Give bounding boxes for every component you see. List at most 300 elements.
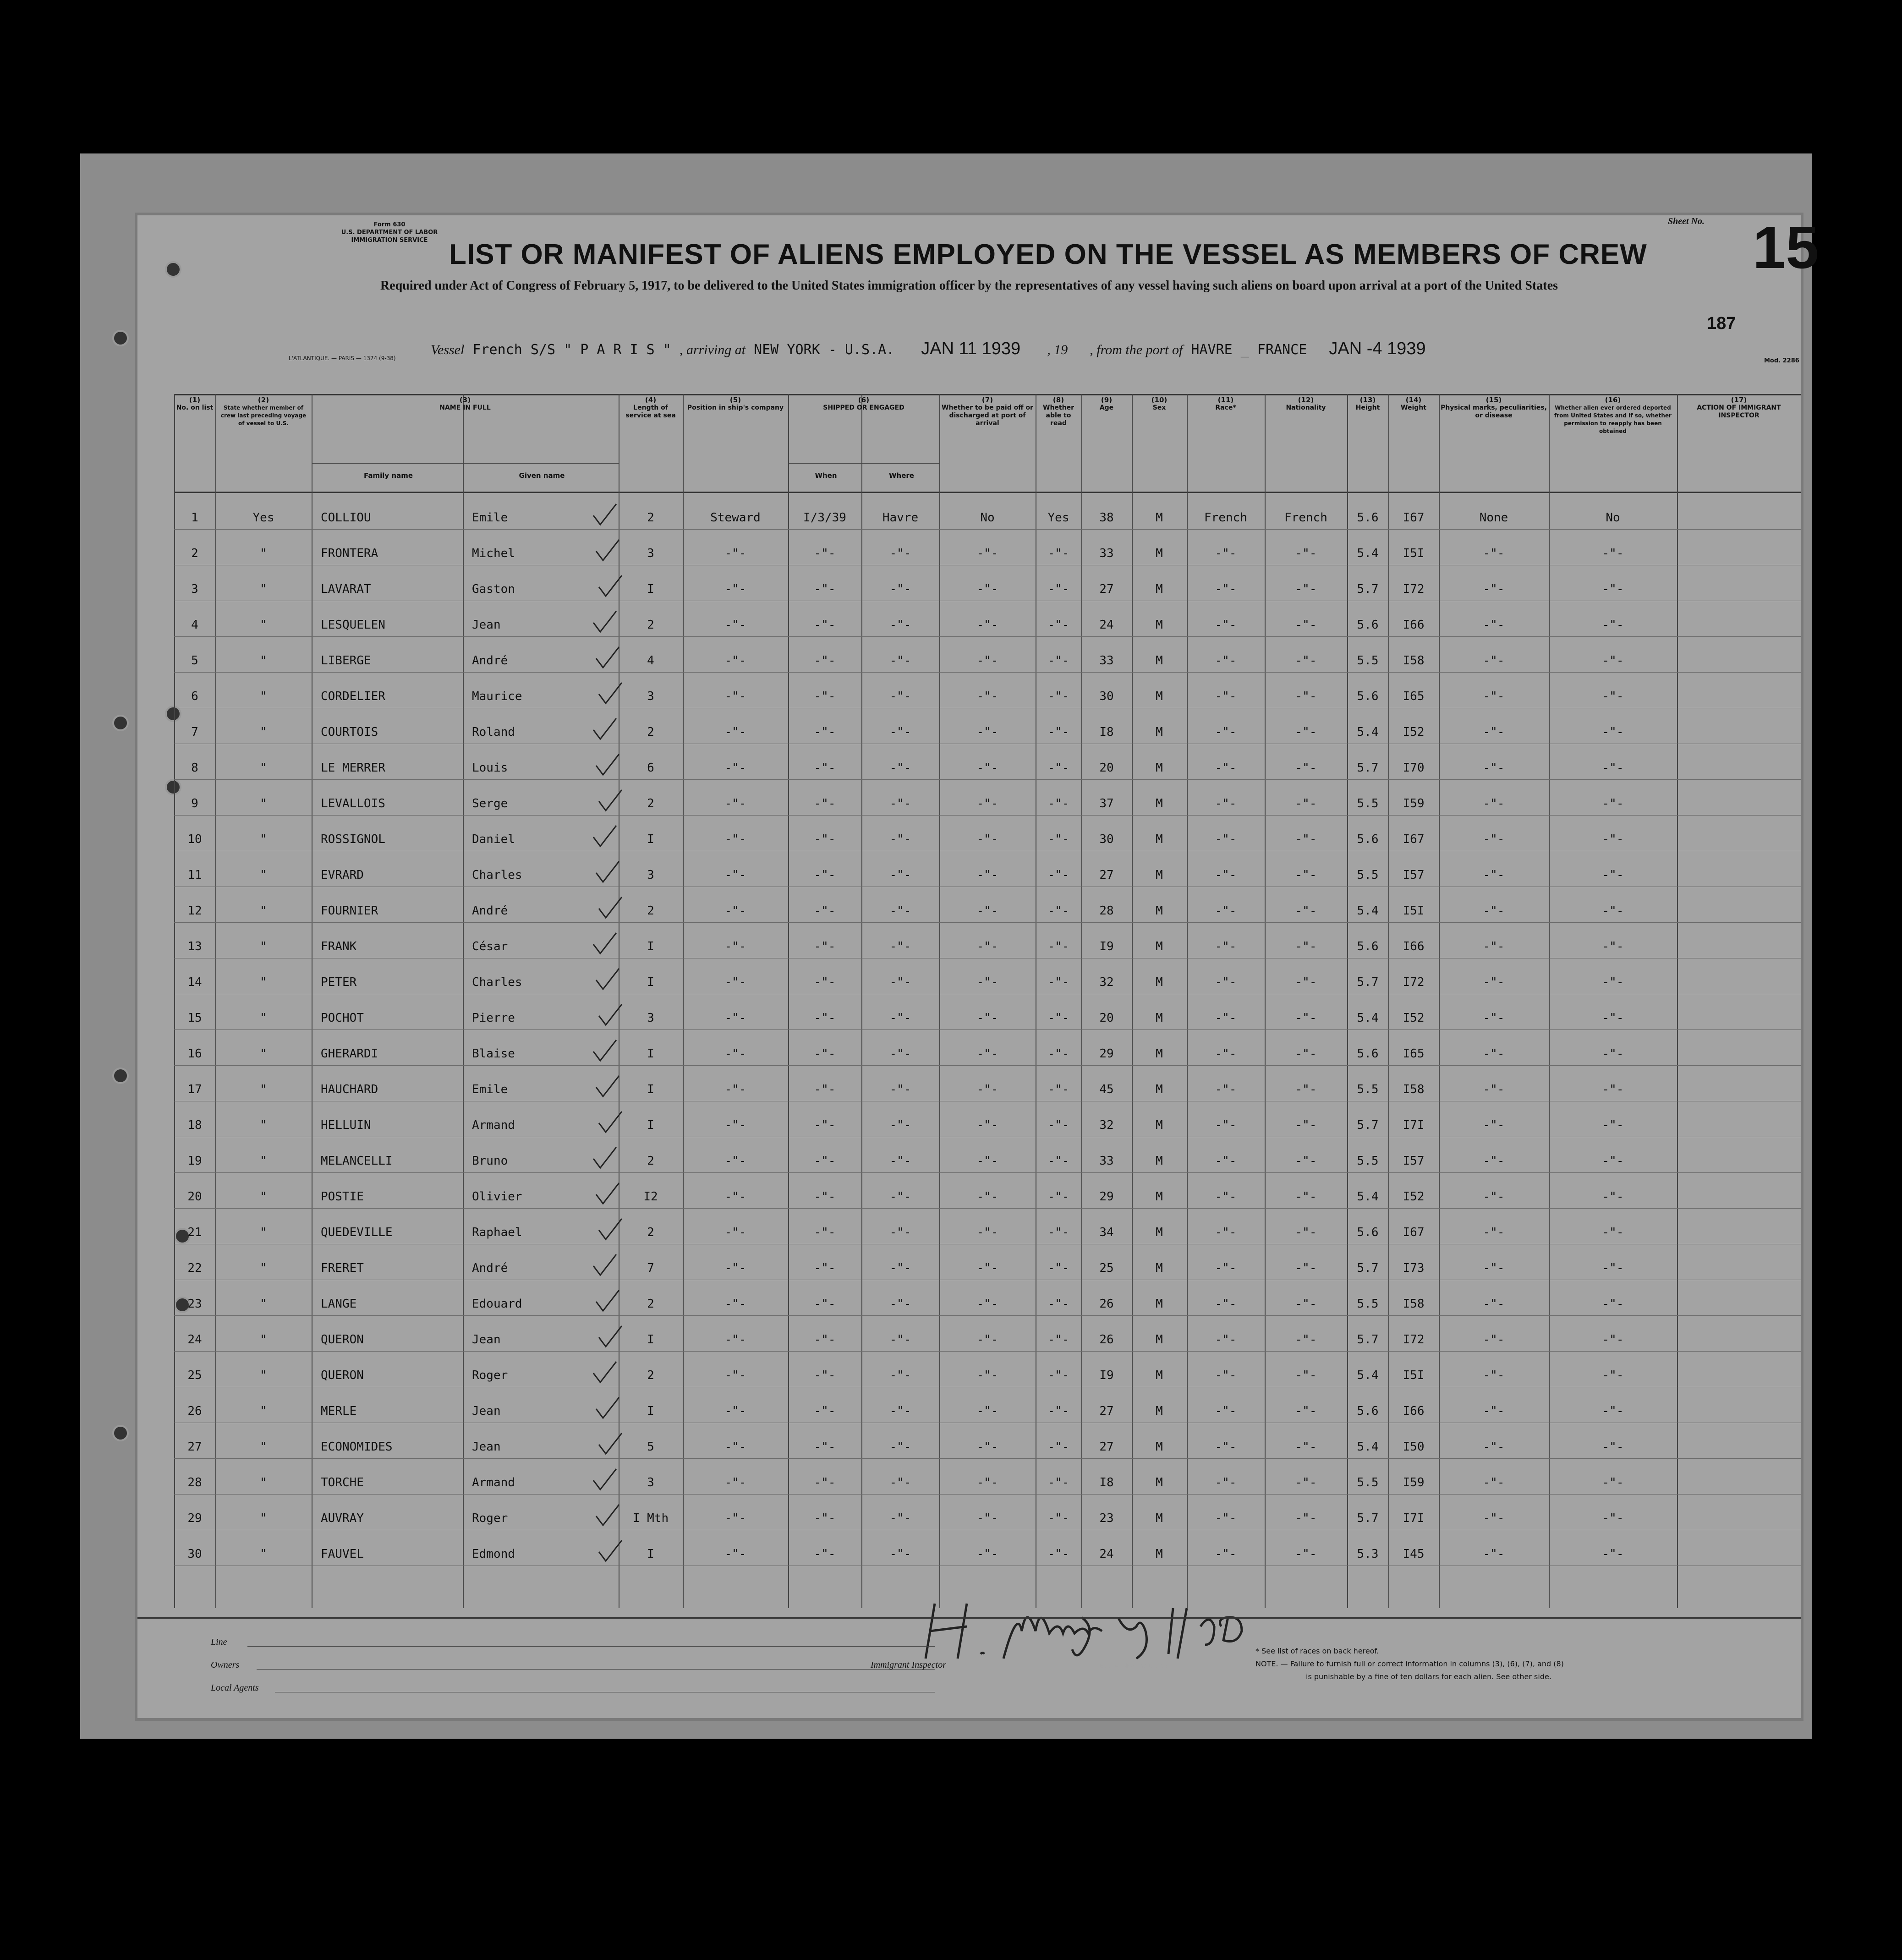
column-label: Race* <box>1215 404 1236 411</box>
column-label: Length of service at sea <box>625 404 676 419</box>
cell-deported: -"- <box>1602 1297 1624 1311</box>
cell-sex: M <box>1156 1440 1163 1454</box>
cell-paid: -"- <box>976 797 998 810</box>
cell-height: 5.5 <box>1357 1083 1379 1096</box>
cell-service: 2 <box>647 904 654 918</box>
cell-weight: I50 <box>1403 1440 1425 1454</box>
cell-position: -"- <box>724 940 746 953</box>
punch-hole <box>165 779 181 795</box>
cell-family: EVRARD <box>321 868 364 882</box>
form-id-line: IMMIGRATION SERVICE <box>351 237 428 244</box>
cell-sex: M <box>1156 868 1163 882</box>
cell-paid: -"- <box>976 1047 998 1061</box>
check-mark <box>597 680 624 708</box>
check-mark <box>597 1324 624 1351</box>
cell-read: -"- <box>1047 582 1069 596</box>
cell-service: 3 <box>647 1011 654 1025</box>
column-header <box>1187 396 1265 412</box>
cell-age: 30 <box>1099 832 1114 846</box>
cell-age: 27 <box>1099 1404 1114 1418</box>
subtitle: Required under Act of Congress of February 5, 1917, to be delivered to the United States immigration officer by the representatives of any vessel having such aliens on board upon arrival at a port of the United States <box>380 279 1558 293</box>
cell-age: 25 <box>1099 1261 1114 1275</box>
cell-age: 29 <box>1099 1047 1114 1061</box>
cell-prev: " <box>260 547 267 560</box>
cell-deported: -"- <box>1602 654 1624 668</box>
column-header <box>619 396 683 420</box>
cell-prev: " <box>260 1404 267 1418</box>
cell-position: -"- <box>724 1047 746 1061</box>
check-mark <box>591 1252 619 1280</box>
cell-prev: " <box>260 1083 267 1096</box>
cell-marks: -"- <box>1483 654 1505 668</box>
cell-race: -"- <box>1215 868 1237 882</box>
cell-prev: " <box>260 904 267 918</box>
cell-family: FRONTERA <box>321 547 378 560</box>
cell-deported: -"- <box>1602 1154 1624 1168</box>
column-number: (5) <box>729 396 741 404</box>
cell-no: 25 <box>187 1369 202 1382</box>
cell-weight: I5I <box>1403 904 1425 918</box>
cell-nat: -"- <box>1295 1226 1317 1239</box>
cell-age: 45 <box>1099 1083 1114 1096</box>
cell-read: -"- <box>1047 1154 1069 1168</box>
cell-sex: M <box>1156 832 1163 846</box>
cell-marks: -"- <box>1483 1547 1505 1561</box>
cell-read: -"- <box>1047 1440 1069 1454</box>
cell-weight: I65 <box>1403 1047 1425 1061</box>
cell-age: 38 <box>1099 511 1114 525</box>
check-mark <box>594 859 621 887</box>
cell-marks: -"- <box>1483 1511 1505 1525</box>
cell-family: PETER <box>321 975 357 989</box>
cell-paid: -"- <box>976 547 998 560</box>
check-mark <box>591 1038 619 1065</box>
cell-read: -"- <box>1047 1369 1069 1382</box>
column-label: Position in ship's company <box>687 404 784 411</box>
cell-paid: -"- <box>976 654 998 668</box>
cell-paid: -"- <box>976 940 998 953</box>
cell-age: 24 <box>1099 1547 1114 1561</box>
cell-family: FAUVEL <box>321 1547 364 1561</box>
cell-family: COURTOIS <box>321 725 378 739</box>
cell-when: -"- <box>814 1333 836 1347</box>
cell-height: 5.7 <box>1357 1333 1379 1347</box>
cell-marks: -"- <box>1483 1440 1505 1454</box>
cell-position: Steward <box>710 511 761 525</box>
cell-sex: M <box>1156 904 1163 918</box>
cell-height: 5.7 <box>1357 1118 1379 1132</box>
cell-service: I <box>647 1404 654 1418</box>
cell-given: Gaston <box>472 582 515 596</box>
cell-no: 13 <box>187 940 202 953</box>
cell-given: Serge <box>472 797 508 810</box>
cell-family: FRERET <box>321 1261 364 1275</box>
cell-marks: -"- <box>1483 975 1505 989</box>
punch-hole <box>112 1068 129 1084</box>
cell-given: Raphael <box>472 1226 522 1239</box>
cell-position: -"- <box>724 1440 746 1454</box>
cell-height: 5.7 <box>1357 1261 1379 1275</box>
cell-when: -"- <box>814 1547 836 1561</box>
cell-service: I <box>647 1333 654 1347</box>
cell-no: 21 <box>187 1226 202 1239</box>
cell-family: FRANK <box>321 940 357 953</box>
cell-sex: M <box>1156 725 1163 739</box>
row-rule <box>174 1208 1801 1209</box>
cell-race: -"- <box>1215 1440 1237 1454</box>
cell-weight: I5I <box>1403 1369 1425 1382</box>
cell-deported: -"- <box>1602 690 1624 703</box>
cell-age: 29 <box>1099 1190 1114 1204</box>
cell-no: 1 <box>191 511 198 525</box>
row-rule <box>174 1065 1801 1066</box>
cell-nat: -"- <box>1295 975 1317 989</box>
cell-marks: -"- <box>1483 690 1505 703</box>
cell-marks: -"- <box>1483 1047 1505 1061</box>
cell-service: 2 <box>647 1369 654 1382</box>
cell-service: 2 <box>647 1154 654 1168</box>
cell-given: André <box>472 904 508 918</box>
cell-race: -"- <box>1215 654 1237 668</box>
cell-paid: -"- <box>976 618 998 632</box>
cell-height: 5.4 <box>1357 1369 1379 1382</box>
cell-height: 5.7 <box>1357 761 1379 775</box>
cell-read: -"- <box>1047 1226 1069 1239</box>
cell-when: -"- <box>814 904 836 918</box>
punch-hole <box>112 1425 129 1441</box>
cell-deported: -"- <box>1602 1011 1624 1025</box>
cell-where: -"- <box>889 1333 911 1347</box>
cell-sex: M <box>1156 1547 1163 1561</box>
cell-age: 20 <box>1099 761 1114 775</box>
cell-age: 34 <box>1099 1226 1114 1239</box>
cell-paid: -"- <box>976 1083 998 1096</box>
cell-service: I2 <box>643 1190 658 1204</box>
column-label: Age <box>1099 404 1114 411</box>
cell-paid: -"- <box>976 1511 998 1525</box>
cell-prev: " <box>260 832 267 846</box>
cell-where: -"- <box>889 1261 911 1275</box>
column-subheader: Family name <box>363 471 413 480</box>
cell-given: Jean <box>472 1440 501 1454</box>
row-rule <box>174 1351 1801 1352</box>
cell-deported: -"- <box>1602 1261 1624 1275</box>
cell-service: 2 <box>647 1226 654 1239</box>
cell-deported: -"- <box>1602 1333 1624 1347</box>
cell-race: -"- <box>1215 1226 1237 1239</box>
cell-position: -"- <box>724 1297 746 1311</box>
cell-where: Havre <box>882 511 919 525</box>
cell-service: 6 <box>647 761 654 775</box>
cell-no: 12 <box>187 904 202 918</box>
cell-paid: -"- <box>976 1369 998 1382</box>
cell-age: 20 <box>1099 1011 1114 1025</box>
cell-position: -"- <box>724 1333 746 1347</box>
cell-deported: -"- <box>1602 1190 1624 1204</box>
cell-weight: I66 <box>1403 1404 1425 1418</box>
cell-sex: M <box>1156 1154 1163 1168</box>
cell-race: -"- <box>1215 1333 1237 1347</box>
cell-where: -"- <box>889 868 911 882</box>
column-header <box>1036 396 1081 427</box>
immigrant-inspector-label: Immigrant Inspector <box>871 1660 946 1670</box>
column-rule <box>1677 394 1678 1608</box>
cell-given: Blaise <box>472 1047 515 1061</box>
cell-given: Daniel <box>472 832 515 846</box>
cell-height: 5.7 <box>1357 582 1379 596</box>
cell-sex: M <box>1156 1297 1163 1311</box>
cell-family: FOURNIER <box>321 904 378 918</box>
column-label: State whether member of crew last preceding voyage of vessel to U.S. <box>220 405 307 427</box>
cell-age: 24 <box>1099 618 1114 632</box>
column-header <box>1265 396 1347 412</box>
cell-deported: -"- <box>1602 1511 1624 1525</box>
column-rule <box>788 394 789 1608</box>
column-number: (2) <box>258 396 269 404</box>
cell-when: -"- <box>814 1261 836 1275</box>
cell-service: 2 <box>647 511 654 525</box>
cell-read: -"- <box>1047 725 1069 739</box>
cell-paid: -"- <box>976 1190 998 1204</box>
cell-weight: I58 <box>1403 1297 1425 1311</box>
cell-marks: -"- <box>1483 582 1505 596</box>
cell-family: GHERARDI <box>321 1047 378 1061</box>
printer-line: L'ATLANTIQUE. — PARIS — 1374 (9-38) <box>289 355 396 361</box>
cell-family: ROSSIGNOL <box>321 832 385 846</box>
cell-read: -"- <box>1047 690 1069 703</box>
cell-paid: -"- <box>976 904 998 918</box>
column-number: (13) <box>1359 396 1376 404</box>
cell-family: LAVARAT <box>321 582 371 596</box>
column-header <box>939 396 1036 427</box>
column-subheader: Where <box>889 471 914 480</box>
cell-paid: -"- <box>976 1154 998 1168</box>
cell-where: -"- <box>889 1047 911 1061</box>
cell-where: -"- <box>889 940 911 953</box>
cell-race: -"- <box>1215 1404 1237 1418</box>
cell-paid: -"- <box>976 1333 998 1347</box>
cell-where: -"- <box>889 1226 911 1239</box>
cell-given: César <box>472 940 508 953</box>
cell-sex: M <box>1156 582 1163 596</box>
cell-marks: -"- <box>1483 1404 1505 1418</box>
column-label: Whether able to read <box>1043 404 1074 427</box>
column-header <box>215 396 312 427</box>
cell-read: -"- <box>1047 832 1069 846</box>
cell-given: Armand <box>472 1476 515 1489</box>
cell-weight: I70 <box>1403 761 1425 775</box>
column-label: Whether to be paid off or discharged at port of arrival <box>942 404 1033 427</box>
cell-deported: -"- <box>1602 1547 1624 1561</box>
cell-sex: M <box>1156 618 1163 632</box>
cell-given: Jean <box>472 1404 501 1418</box>
column-rule <box>1081 394 1082 1608</box>
cell-weight: I67 <box>1403 511 1425 525</box>
cell-family: CORDELIER <box>321 690 385 703</box>
cell-nat: -"- <box>1295 1333 1317 1347</box>
cell-family: ECONOMIDES <box>321 1440 393 1454</box>
cell-age: 26 <box>1099 1333 1114 1347</box>
column-label: SHIPPED OR ENGAGED <box>823 404 904 411</box>
cell-race: -"- <box>1215 725 1237 739</box>
cell-race: -"- <box>1215 1118 1237 1132</box>
column-label: NAME IN FULL <box>439 404 491 411</box>
cell-nat: -"- <box>1295 654 1317 668</box>
cell-no: 23 <box>187 1297 202 1311</box>
cell-no: 22 <box>187 1261 202 1275</box>
cell-nat: -"- <box>1295 1083 1317 1096</box>
cell-age: I8 <box>1099 1476 1114 1489</box>
row-rule <box>174 636 1801 637</box>
cell-no: 3 <box>191 582 198 596</box>
cell-height: 5.4 <box>1357 725 1379 739</box>
cell-age: 23 <box>1099 1511 1114 1525</box>
note-line: NOTE. — Failure to furnish full or correct information in columns (3), (6), (7), and (8) <box>1255 1659 1564 1668</box>
cell-read: -"- <box>1047 1404 1069 1418</box>
column-header <box>1677 396 1801 420</box>
cell-sex: M <box>1156 1226 1163 1239</box>
cell-sex: M <box>1156 1047 1163 1061</box>
cell-weight: I5I <box>1403 547 1425 560</box>
cell-weight: I57 <box>1403 868 1425 882</box>
cell-sex: M <box>1156 761 1163 775</box>
cell-given: André <box>472 1261 508 1275</box>
cell-where: -"- <box>889 904 911 918</box>
cell-prev: " <box>260 940 267 953</box>
cell-height: 5.5 <box>1357 797 1379 810</box>
cell-deported: -"- <box>1602 832 1624 846</box>
column-rule <box>215 394 216 1608</box>
cell-prev: " <box>260 1154 267 1168</box>
cell-paid: -"- <box>976 690 998 703</box>
cell-when: -"- <box>814 1476 836 1489</box>
cell-weight: I57 <box>1403 1154 1425 1168</box>
cell-no: 26 <box>187 1404 202 1418</box>
cell-position: -"- <box>724 1404 746 1418</box>
cell-read: -"- <box>1047 1547 1069 1561</box>
cell-family: POCHOT <box>321 1011 364 1025</box>
cell-race: -"- <box>1215 1047 1237 1061</box>
cell-nat: -"- <box>1295 690 1317 703</box>
sheet-number: 15 <box>1753 214 1819 281</box>
cell-height: 5.6 <box>1357 618 1379 632</box>
cell-age: I9 <box>1099 1369 1114 1382</box>
cell-age: 32 <box>1099 975 1114 989</box>
cell-height: 5.6 <box>1357 1404 1379 1418</box>
column-rule <box>1132 394 1133 1608</box>
cell-race: -"- <box>1215 1190 1237 1204</box>
cell-position: -"- <box>724 547 746 560</box>
check-mark <box>597 1431 624 1458</box>
column-header <box>683 396 788 412</box>
cell-service: I Mth <box>632 1511 669 1525</box>
column-number: (4) <box>645 396 657 404</box>
cell-marks: -"- <box>1483 547 1505 560</box>
column-header <box>1388 396 1439 412</box>
note-line: is punishable by a fine of ten dollars for each alien. See other side. <box>1306 1672 1551 1681</box>
cell-weight: I65 <box>1403 690 1425 703</box>
column-subheader: When <box>815 471 837 480</box>
cell-service: 3 <box>647 690 654 703</box>
cell-no: 14 <box>187 975 202 989</box>
cell-prev: " <box>260 1047 267 1061</box>
cell-given: Charles <box>472 868 522 882</box>
cell-prev: Yes <box>252 511 274 525</box>
cell-age: 27 <box>1099 582 1114 596</box>
cell-nat: -"- <box>1295 725 1317 739</box>
cell-height: 5.4 <box>1357 1011 1379 1025</box>
cell-position: -"- <box>724 654 746 668</box>
cell-read: -"- <box>1047 547 1069 560</box>
cell-service: 2 <box>647 1297 654 1311</box>
cell-when: -"- <box>814 1047 836 1061</box>
cell-when: -"- <box>814 975 836 989</box>
cell-nat: -"- <box>1295 1404 1317 1418</box>
cell-prev: " <box>260 1011 267 1025</box>
cell-nat: -"- <box>1295 1297 1317 1311</box>
cell-marks: -"- <box>1483 1118 1505 1132</box>
cell-family: LE MERRER <box>321 761 385 775</box>
cell-sex: M <box>1156 1333 1163 1347</box>
cell-race: -"- <box>1215 1476 1237 1489</box>
vessel-row <box>431 339 1426 359</box>
cell-age: 27 <box>1099 868 1114 882</box>
cell-where: -"- <box>889 1118 911 1132</box>
cell-nat: -"- <box>1295 904 1317 918</box>
check-mark <box>594 645 621 672</box>
column-label: Height <box>1355 404 1380 411</box>
cell-age: 27 <box>1099 1440 1114 1454</box>
cell-race: -"- <box>1215 1083 1237 1096</box>
cell-height: 5.5 <box>1357 654 1379 668</box>
cell-family: LIBERGE <box>321 654 371 668</box>
page-number: 187 <box>1707 314 1736 333</box>
row-rule <box>174 815 1801 816</box>
cell-when: -"- <box>814 940 836 953</box>
column-rule <box>939 394 940 1608</box>
cell-no: 4 <box>191 618 198 632</box>
cell-no: 7 <box>191 725 198 739</box>
cell-when: -"- <box>814 1083 836 1096</box>
cell-prev: " <box>260 1333 267 1347</box>
cell-paid: -"- <box>976 1547 998 1561</box>
cell-family: LESQUELEN <box>321 618 385 632</box>
cell-where: -"- <box>889 1083 911 1096</box>
cell-weight: I7I <box>1403 1511 1425 1525</box>
cell-family: QUERON <box>321 1333 364 1347</box>
cell-marks: -"- <box>1483 1154 1505 1168</box>
cell-race: -"- <box>1215 547 1237 560</box>
cell-paid: -"- <box>976 1011 998 1025</box>
cell-nat: -"- <box>1295 1154 1317 1168</box>
cell-age: 30 <box>1099 690 1114 703</box>
cell-position: -"- <box>724 761 746 775</box>
mod-line: Mod. 2286 <box>1764 357 1799 364</box>
cell-where: -"- <box>889 975 911 989</box>
column-rule <box>1187 394 1188 1608</box>
check-mark <box>594 1073 621 1101</box>
cell-read: -"- <box>1047 868 1069 882</box>
row-rule <box>174 1458 1801 1459</box>
cell-service: I <box>647 940 654 953</box>
cell-no: 28 <box>187 1476 202 1489</box>
cell-nat: -"- <box>1295 1261 1317 1275</box>
cell-read: -"- <box>1047 1261 1069 1275</box>
arriving-at: NEW YORK - U.S.A. <box>754 342 895 358</box>
cell-service: 2 <box>647 618 654 632</box>
cell-paid: No <box>980 511 995 525</box>
punch-hole <box>165 261 181 278</box>
